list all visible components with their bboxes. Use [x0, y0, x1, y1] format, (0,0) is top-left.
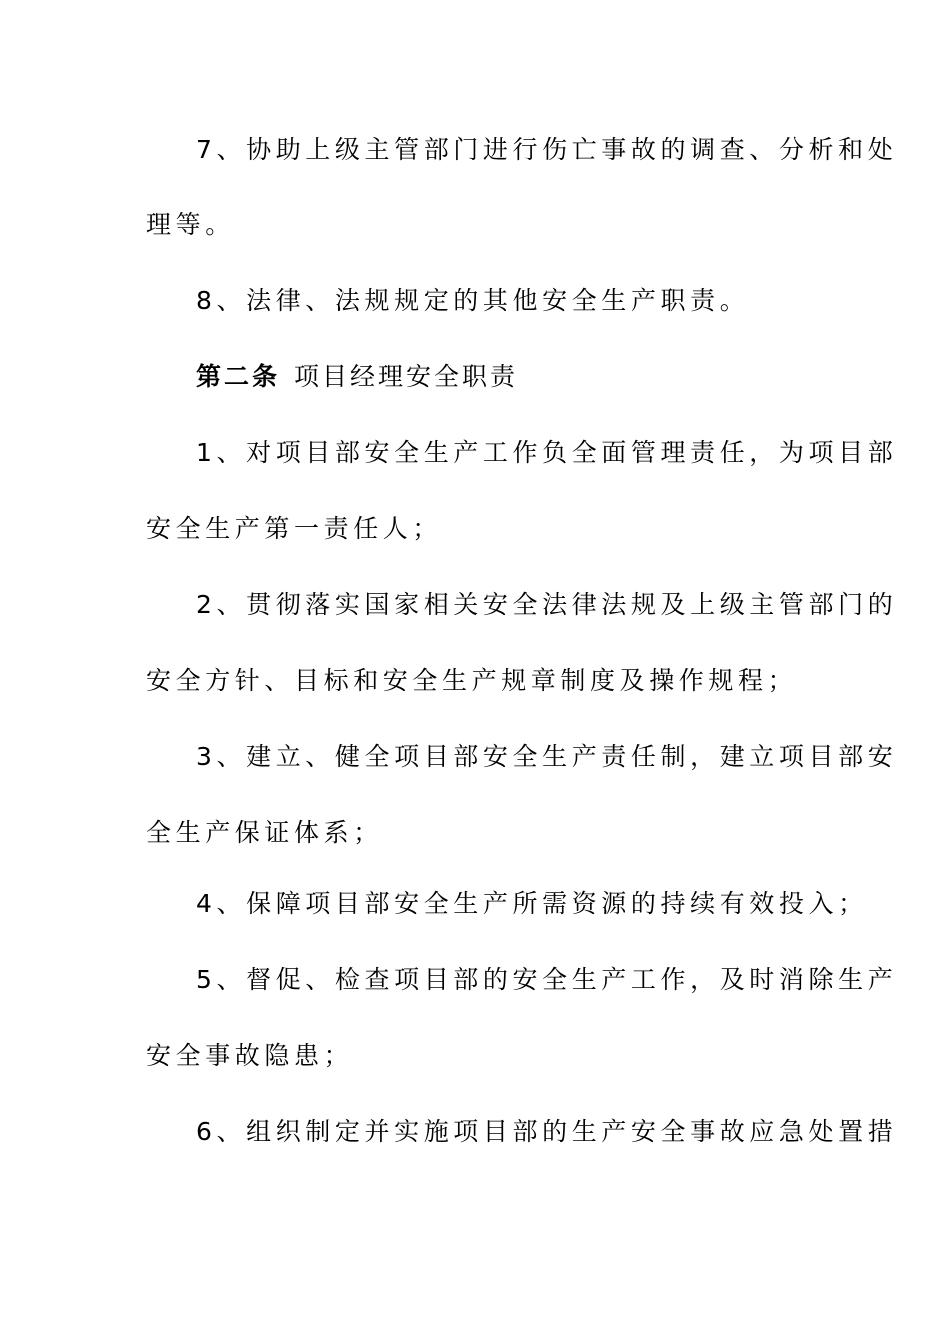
paragraph-line: 8、法律、法规规定的其他安全生产职责。	[196, 286, 750, 315]
paragraph-line: 安全方针、目标和安全生产规章制度及操作规程；	[146, 666, 798, 695]
paragraph-line: 安全生产第一责任人；	[146, 514, 443, 543]
paragraph-line: 全生产保证体系；	[146, 818, 383, 847]
paragraph-line: 理等。	[146, 210, 235, 239]
paragraph-line: 7、协助上级主管部门进行伤亡事故的调查、分析和处	[196, 135, 898, 164]
article-heading	[196, 360, 876, 394]
article-title: 项目经理安全职责	[294, 362, 519, 391]
paragraph-line: 5、督促、检查项目部的安全生产工作，及时消除生产	[196, 965, 898, 994]
paragraph-line: 3、建立、健全项目部安全生产责任制，建立项目部安	[196, 742, 898, 771]
paragraph-line: 安全事故隐患；	[146, 1041, 354, 1070]
paragraph-line: 2、贯彻落实国家相关安全法律法规及上级主管部门的	[196, 590, 898, 619]
paragraph-line: 1、对项目部安全生产工作负全面管理责任，为项目部	[196, 438, 898, 467]
paragraph-line: 4、保障项目部安全生产所需资源的持续有效投入；	[196, 889, 868, 918]
paragraph-line: 6、组织制定并实施项目部的生产安全事故应急处置措	[196, 1117, 898, 1146]
article-number: 第二条	[196, 362, 281, 391]
